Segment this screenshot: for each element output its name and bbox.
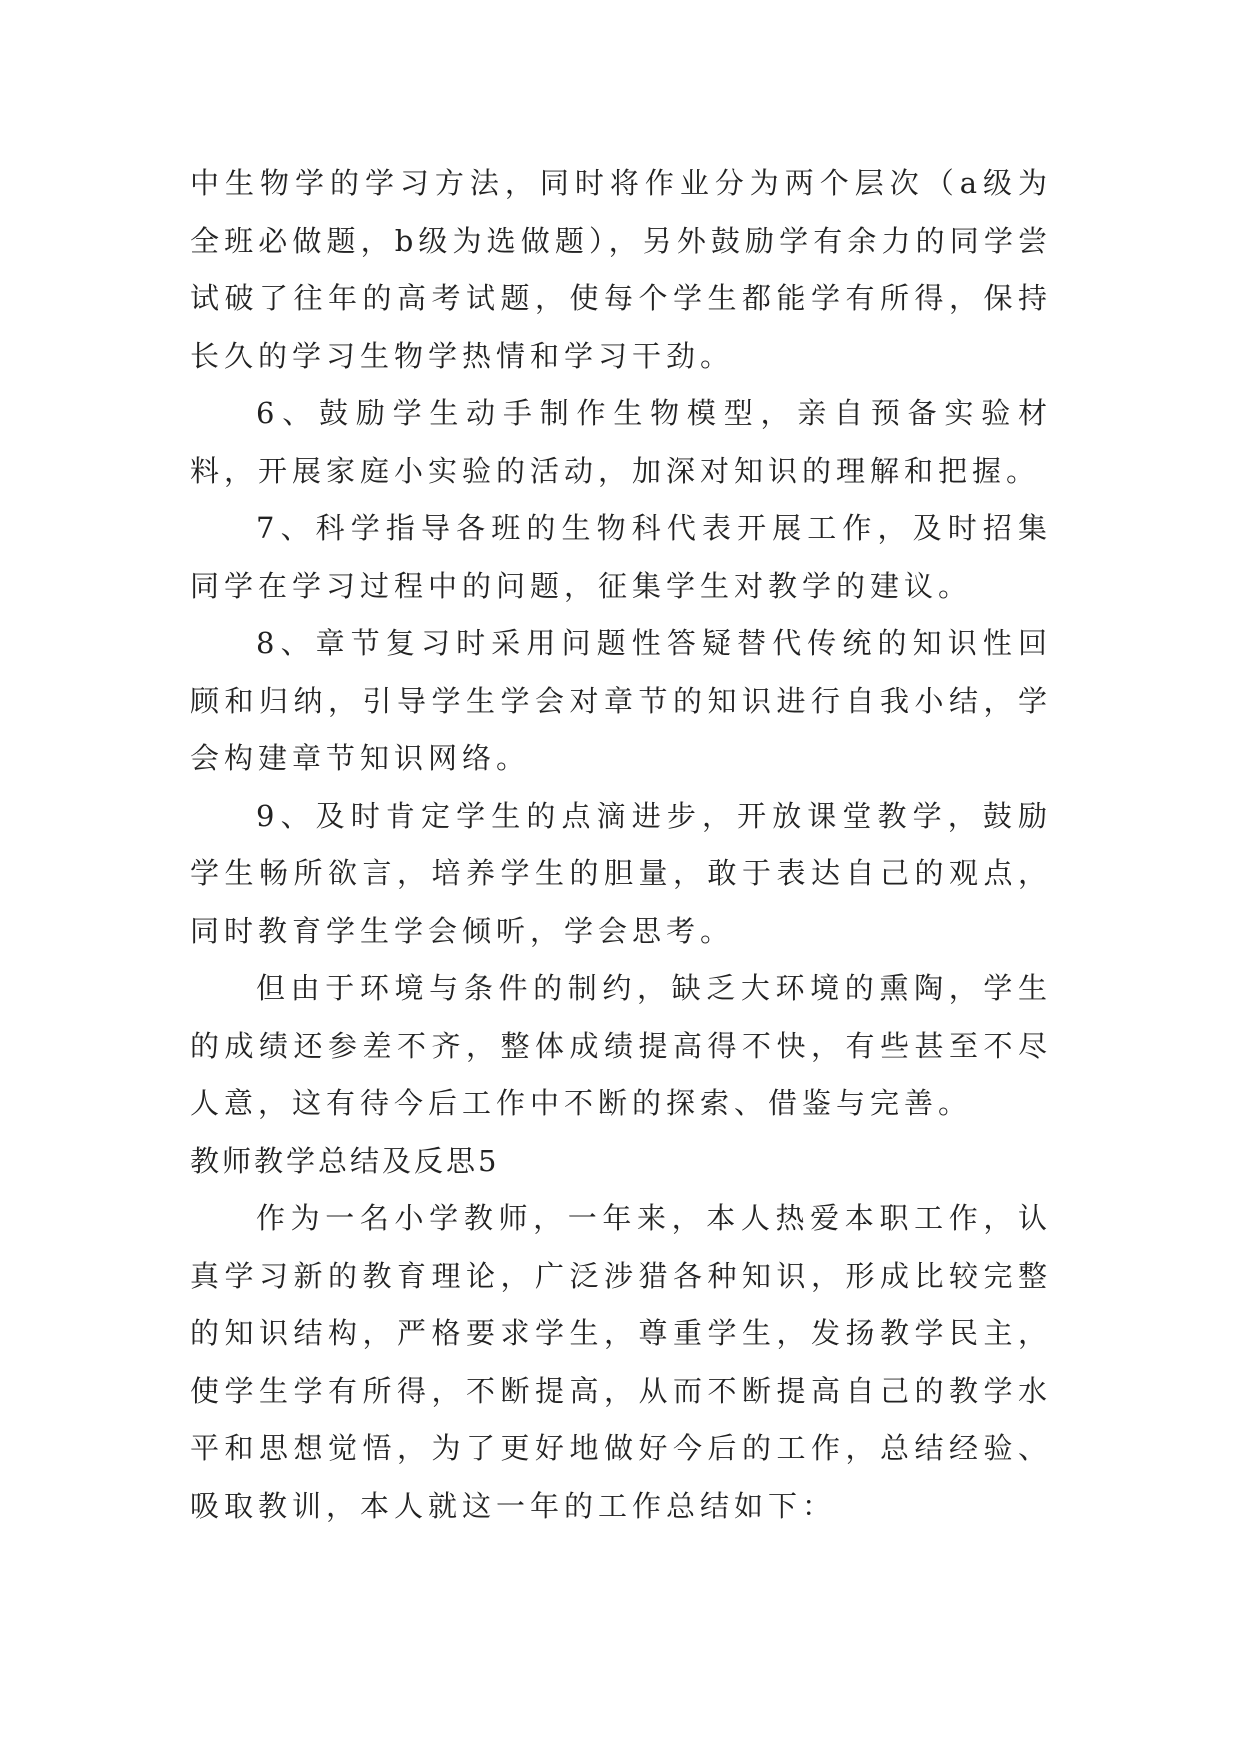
paragraph-item-6: 6、鼓励学生动手制作生物模型，亲自预备实验材料，开展家庭小实验的活动，加深对知识的理解和把握。 [190, 396, 1052, 488]
section-intro-paragraph: 作为一名小学教师，一年来，本人热爱本职工作，认真学习新的教育理论，广泛涉猎各种知识，形成比较完整的知识结构，严格要求学生，尊重学生，发扬教学民主，使学生学有所得，不断提高，从而不断提高自己的教学水平和思想觉悟，为了更好地做好今后的工作，总结经验、吸取教训，本人就这一年的工作总结如下： [190, 1201, 1052, 1523]
paragraph-continued: 中生物学的学习方法，同时将作业分为两个层次（a级为全班必做题，b级为选做题），另外鼓励学有余力的同学尝试破了往年的高考试题，使每个学生都能学有所得，保持长久的学习生物学热情和学习干劲。 [190, 166, 1052, 373]
section-heading: 教师教学总结及反思5 [190, 1143, 500, 1178]
paragraph-conclusion: 但由于环境与条件的制约，缺乏大环境的熏陶，学生的成绩还参差不齐，整体成绩提高得不快，有些甚至不尽人意，这有待今后工作中不断的探索、借鉴与完善。 [190, 971, 1052, 1120]
paragraph-item-8: 8、章节复习时采用问题性答疑替代传统的知识性回顾和归纳，引导学生学会对章节的知识进行自我小结，学会构建章节知识网络。 [190, 626, 1052, 775]
paragraph-item-9: 9、及时肯定学生的点滴进步，开放课堂教学，鼓励学生畅所欲言，培养学生的胆量，敢于表达自己的观点，同时教育学生学会倾听，学会思考。 [190, 798, 1052, 948]
document-body [190, 155, 1052, 1535]
paragraph-item-7: 7、科学指导各班的生物科代表开展工作，及时招集同学在学习过程中的问题，征集学生对教学的建议。 [190, 511, 1052, 603]
